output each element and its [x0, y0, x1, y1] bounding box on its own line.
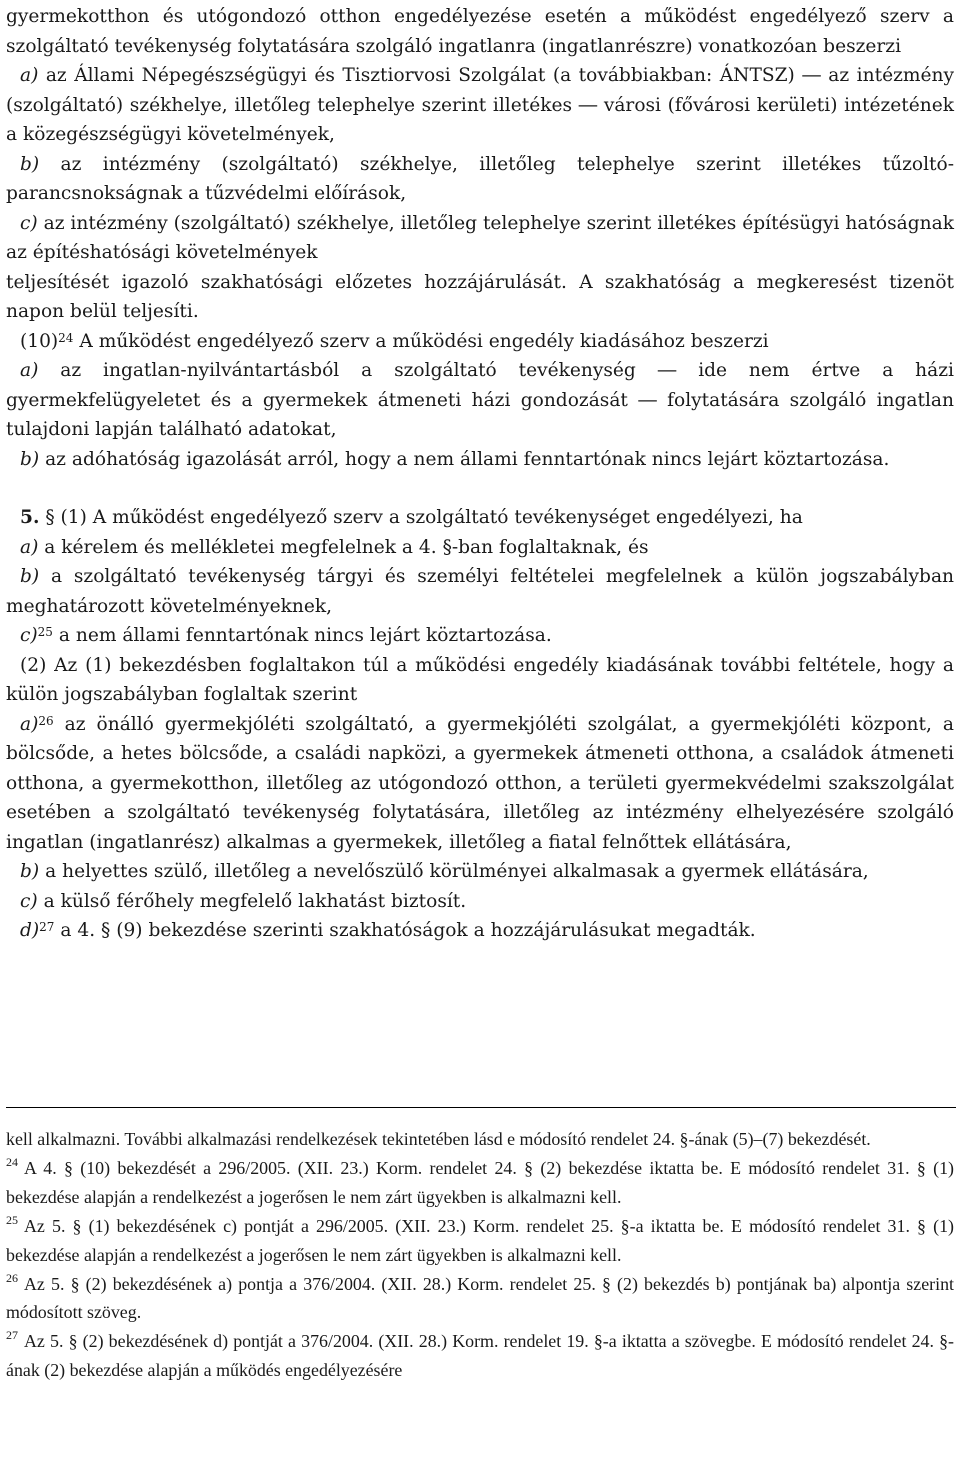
- footnote-text: Az 5. § (2) bekezdésének a) pontja a 376/2004. (XII. 28.) Korm. rendelet 25. § (2) bekezdés b) pontjának ba) alpontja szerint módosított szöveg.: [6, 1273, 954, 1323]
- point-label: d): [20, 920, 40, 941]
- main-text: [6, 2, 954, 946]
- section-5-point-b: [6, 562, 954, 621]
- point-text: az intézmény (szolgáltató) székhelye, illetőleg telephelye szerint illetékes építésügyi hatóságnak az építéshatósági követelmények: [6, 212, 954, 263]
- section-number: 5.: [20, 507, 40, 528]
- section-5-heading: [6, 503, 954, 533]
- point-label: b): [20, 153, 40, 175]
- point-label: c): [20, 212, 38, 234]
- point-text: a 4. § (9) bekezdése szerinti szakhatóságok a hozzájárulásukat megadták.: [54, 920, 756, 941]
- footnote-divider: [6, 1107, 956, 1108]
- footnote-ref-26[interactable]: 26: [38, 713, 54, 728]
- point-label: a): [20, 536, 39, 558]
- section-5-paragraph-2: [6, 651, 954, 710]
- footnote-number: 26: [6, 1270, 18, 1285]
- point-text: a nem állami fenntartónak nincs lejárt köztartozása.: [52, 625, 552, 646]
- point-text: a helyettes szülő, illetőleg a nevelőszülő körülményei alkalmasak a gyermek ellátására,: [45, 861, 869, 882]
- paragraph-tail: [6, 268, 954, 327]
- paragraph-10-point-a: [6, 356, 954, 445]
- document-page: [6, 0, 954, 1381]
- point-label: a): [20, 713, 39, 735]
- point-text: az Állami Népegészségügyi és Tisztiorvosi Szolgálat (a továbbiakban: ÁNTSZ) ― az intézmény (szolgáltató) székhelye, illetőleg telephelye szerint illetékes ― városi (fővárosi kerületi) intézetének a közegészségügyi követelmények,: [6, 65, 954, 145]
- footnote-text: A 4. § (10) bekezdését a 296/2005. (XII. 23.) Korm. rendelet 24. § (2) bekezdése iktatta be. E módosító rendelet 31. § (1) bekezdése alapján a rendelkezést a jogerősen le nem zárt ügyekben is alkalmazni kell.: [6, 1157, 954, 1207]
- point-c: [6, 209, 954, 268]
- point-text: a külső férőhely megfelelő lakhatást biztosít.: [43, 890, 467, 912]
- footnote-text: kell alkalmazni. További alkalmazási rendelkezések tekintetében lásd e módosító rendelet 24. §-ának (5)–(7) bekezdését.: [6, 1129, 871, 1149]
- point-text: az ingatlan-nyilvántartásból a szolgáltató tevékenység ― ide nem értve a házi gyermekfelügyeletet és a gyermekek átmeneti házi gondozását ― folytatására szolgáló ingatlan tulajdoni lapján található adatokat,: [6, 360, 954, 440]
- footnote-number: 25: [6, 1212, 18, 1227]
- point-text: a kérelem és mellékletei megfelelnek a 4. §-ban foglaltaknak, és: [44, 536, 649, 558]
- paragraph-intro: [6, 2, 954, 61]
- point-label: a): [20, 360, 39, 381]
- point-label: b): [20, 861, 40, 882]
- paragraph-text: gyermekotthon és utógondozó otthon engedélyezése esetén a működést engedélyező szerv a szolgáltató tevékenység folytatására szolgáló ingatlanra (ingatlanrészre) vonatkozóan beszerzi: [6, 6, 954, 57]
- point-label: b): [20, 566, 40, 587]
- footnote-ref-24[interactable]: 24: [58, 330, 74, 345]
- footnote-ref-25[interactable]: 25: [37, 625, 53, 639]
- footnote-number: 27: [6, 1328, 18, 1343]
- paragraph-10-point-b: [6, 445, 954, 475]
- section-text: § (1) A működést engedélyező szerv a szolgáltató tevékenységet engedélyezi, ha: [39, 507, 803, 528]
- point-text: az önálló gyermekjóléti szolgáltató, a gyermekjóléti szolgálat, a gyermekjóléti központ, a bölcsőde, a hetes bölcsőde, a családi napközi, a gyermekek átmeneti otthona, a családok átmeneti otthona, a gyermekotthon, illetőleg az utógondozó otthon, a területi gyermekvédelmi szakszolgálat esetében a szolgáltató tevékenység folytatására, illetőleg az intézmény elhelyezésére szolgáló ingatlan (ingatlanrész) alkalmas a gyermekek, illetőleg a fiatal felnőttek ellátására,: [6, 713, 954, 853]
- point-text: az intézmény (szolgáltató) székhelye, illetőleg telephelye szerint illetékes tűzoltó-parancsnokságnak a tűzvédelmi előírások,: [6, 153, 954, 204]
- paragraph-10: [6, 327, 954, 357]
- footnote-text: Az 5. § (2) bekezdésének d) pontját a 376/2004. (XII. 28.) Korm. rendelet 19. §-a iktatta a szövegbe. E módosító rendelet 24. §-ának (2) bekezdése alapján a működés engedélyezésére: [6, 1331, 954, 1381]
- section-5-p2-point-d: [6, 916, 954, 946]
- point-text: a szolgáltató tevékenység tárgyi és személyi feltételei megfelelnek a külön jogszabályban meghatározott követelményeknek,: [6, 566, 954, 617]
- paragraph-text: teljesítését igazoló szakhatósági előzetes hozzájárulását. A szakhatóság a megkeresést tizenöt napon belül teljesíti.: [6, 271, 954, 322]
- section-5-p2-point-c: [6, 887, 954, 917]
- footnote-text: Az 5. § (1) bekezdésének c) pontját a 296/2005. (XII. 23.) Korm. rendelet 25. §-a iktatta be. E módosító rendelet 31. § (1) bekezdése alapján a rendelkezést a jogerősen le nem zárt ügyekben is alkalmazni kell.: [6, 1215, 954, 1265]
- footnote-25: [6, 1212, 954, 1270]
- point-b: [6, 150, 954, 209]
- section-5-point-c: [6, 621, 954, 651]
- footnote-24: [6, 1154, 954, 1212]
- footnote-ref-27[interactable]: 27: [39, 920, 55, 934]
- point-label: a): [20, 65, 39, 86]
- section-5-p2-point-a: [6, 710, 954, 858]
- footnote-27: [6, 1327, 954, 1385]
- section-5-point-a: [6, 533, 954, 563]
- paragraph-text: A működést engedélyező szerv a működési engedély kiadásához beszerzi: [73, 330, 769, 352]
- footnotes: [6, 1125, 954, 1385]
- footnote-continuation: [6, 1125, 954, 1154]
- footnote-26: [6, 1270, 954, 1328]
- point-text: az adóhatóság igazolását arról, hogy a nem állami fenntartónak nincs lejárt köztartozása.: [45, 448, 890, 470]
- paragraph-number: (10): [20, 330, 59, 352]
- paragraph-text: (2) Az (1) bekezdésben foglaltakon túl a működési engedély kiadásának további feltétele, hogy a külön jogszabályban foglaltak szerint: [6, 654, 954, 705]
- point-label: c): [20, 890, 38, 912]
- point-label: c): [20, 625, 38, 646]
- section-5-p2-point-b: [6, 857, 954, 887]
- footnote-number: 24: [6, 1154, 18, 1169]
- point-a: [6, 61, 954, 150]
- point-label: b): [20, 448, 40, 470]
